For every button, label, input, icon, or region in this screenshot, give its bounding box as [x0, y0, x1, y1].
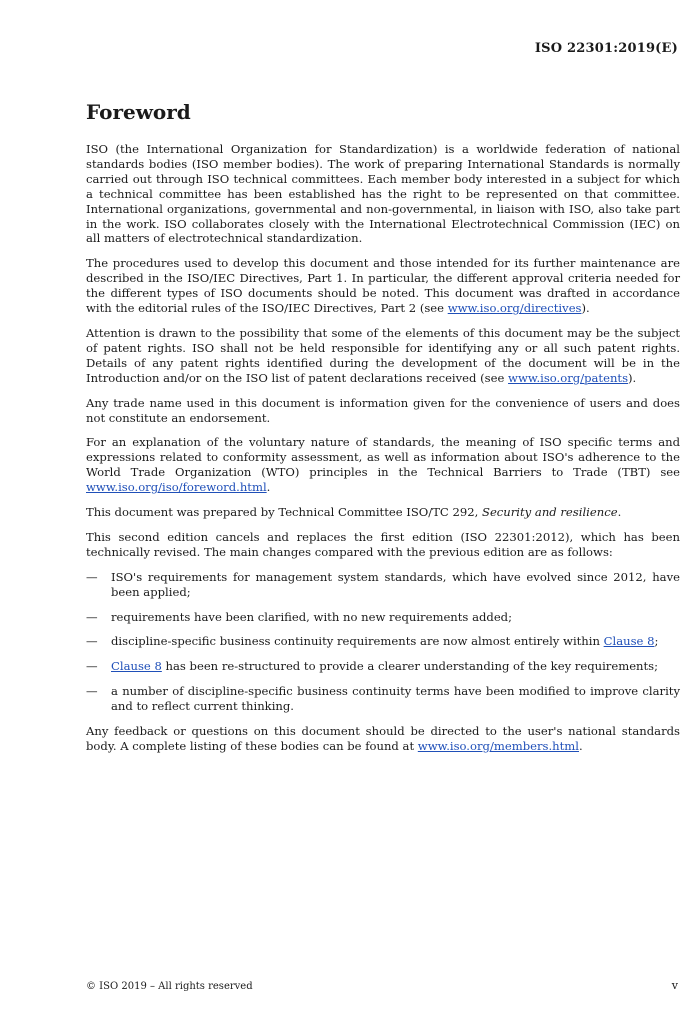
paragraph-text: This document was prepared by Technical Committee ISO/TC 292,	[86, 505, 482, 520]
list-item	[86, 610, 680, 625]
dash-bullet: —	[86, 684, 98, 699]
list-item-text: ISO's requirements for management system standards, which have evolved since 2012, have been applied;	[111, 569, 680, 599]
patents-link[interactable]: www.iso.org/patents	[508, 370, 629, 385]
committee-title: Security and resilience	[482, 505, 618, 520]
paragraph-voluntary-nature	[86, 435, 680, 495]
page-title: Foreword	[86, 100, 191, 124]
dash-bullet: —	[86, 659, 98, 674]
list-item-text: ;	[654, 634, 659, 649]
dash-bullet: —	[86, 609, 98, 624]
dash-bullet: —	[86, 634, 98, 649]
copyright-notice: © ISO 2019 – All rights reserved	[86, 981, 253, 992]
clause-8-link[interactable]: Clause 8	[111, 659, 162, 674]
paragraph-text: Attention is drawn to the possibility that some of the elements of this document may be the subject of patent rights. ISO shall not be held responsible for identifying any or all such patent rights. Details of any patent rights identified during the development of the document will be in the Introduction and/or on the ISO list of patent declarations received (see	[86, 325, 680, 385]
list-item	[86, 684, 680, 714]
paragraph-text: The procedures used to develop this document and those intended for its further maintenance are described in the ISO/IEC Directives, Part 1. In particular, the different approval criteria needed for the different types of ISO documents should be noted. This document was drafted in accordance with the editorial rules of the ISO/IEC Directives, Part 2 (see	[86, 256, 680, 316]
paragraph-text: .	[266, 480, 271, 495]
paragraph-edition: This second edition cancels and replaces the first edition (ISO 22301:2012), which has been technically revised. The main changes compared with the previous edition are as follows:	[86, 529, 680, 559]
paragraph-committee	[86, 505, 680, 520]
list-item-text: a number of discipline-specific business continuity terms have been modified to improve clarity and to reflect current thinking.	[111, 684, 680, 714]
paragraph-iso-overview: ISO (the International Organization for Standardization) is a worldwide federation of national standards bodies (ISO member bodies). The work of preparing International Standards is normally carried out through ISO technical committees. Each member body interested in a subject for which a technical committee has been established has the right to be represented on that committee. International organizations, governmental and non-governmental, in liaison with ISO, also take part in the work. ISO collaborates closely with the International Electrotechnical Commission (IEC) on all matters of electrotechnical standardization.	[86, 142, 680, 246]
paragraph-feedback	[86, 724, 680, 754]
directives-link[interactable]: www.iso.org/directives	[447, 301, 582, 316]
list-item	[86, 570, 680, 600]
foreword-body	[86, 142, 680, 764]
paragraph-procedures	[86, 256, 680, 316]
list-item-text: has been re-structured to provide a clearer understanding of the key requirements;	[161, 659, 659, 674]
members-link[interactable]: www.iso.org/members.html	[417, 739, 579, 753]
list-item-text: requirements have been clarified, with no new requirements added;	[111, 609, 513, 624]
paragraph-patents	[86, 326, 680, 386]
clause-8-link[interactable]: Clause 8	[603, 634, 655, 649]
paragraph-text: ).	[581, 301, 590, 316]
paragraph-text: For an explanation of the voluntary nature of standards, the meaning of ISO specific terms and expressions related to conformity assessment, as well as information about ISO's adherence to the World Trade Organization (WTO) principles in the Technical Barriers to Trade (TBT) see	[86, 435, 680, 480]
page-number: v	[671, 979, 678, 992]
paragraph-text: .	[578, 739, 583, 753]
changes-list	[86, 570, 680, 714]
list-item	[86, 659, 680, 674]
paragraph-trade-name: Any trade name used in this document is information given for the convenience of users and does not constitute an endorsement.	[86, 395, 680, 425]
paragraph-text: .	[617, 505, 622, 520]
foreword-link[interactable]: www.iso.org/iso/foreword.html	[86, 480, 267, 495]
document-identifier: ISO 22301:2019(E)	[534, 41, 678, 56]
dash-bullet: —	[86, 569, 98, 584]
list-item-text: discipline-specific business continuity requirements are now almost entirely within	[111, 634, 604, 649]
paragraph-text: ).	[628, 370, 637, 385]
list-item	[86, 634, 680, 649]
paragraph-text: Any feedback or questions on this document should be directed to the user's national standards body. A complete listing of these bodies can be found at	[86, 724, 680, 753]
